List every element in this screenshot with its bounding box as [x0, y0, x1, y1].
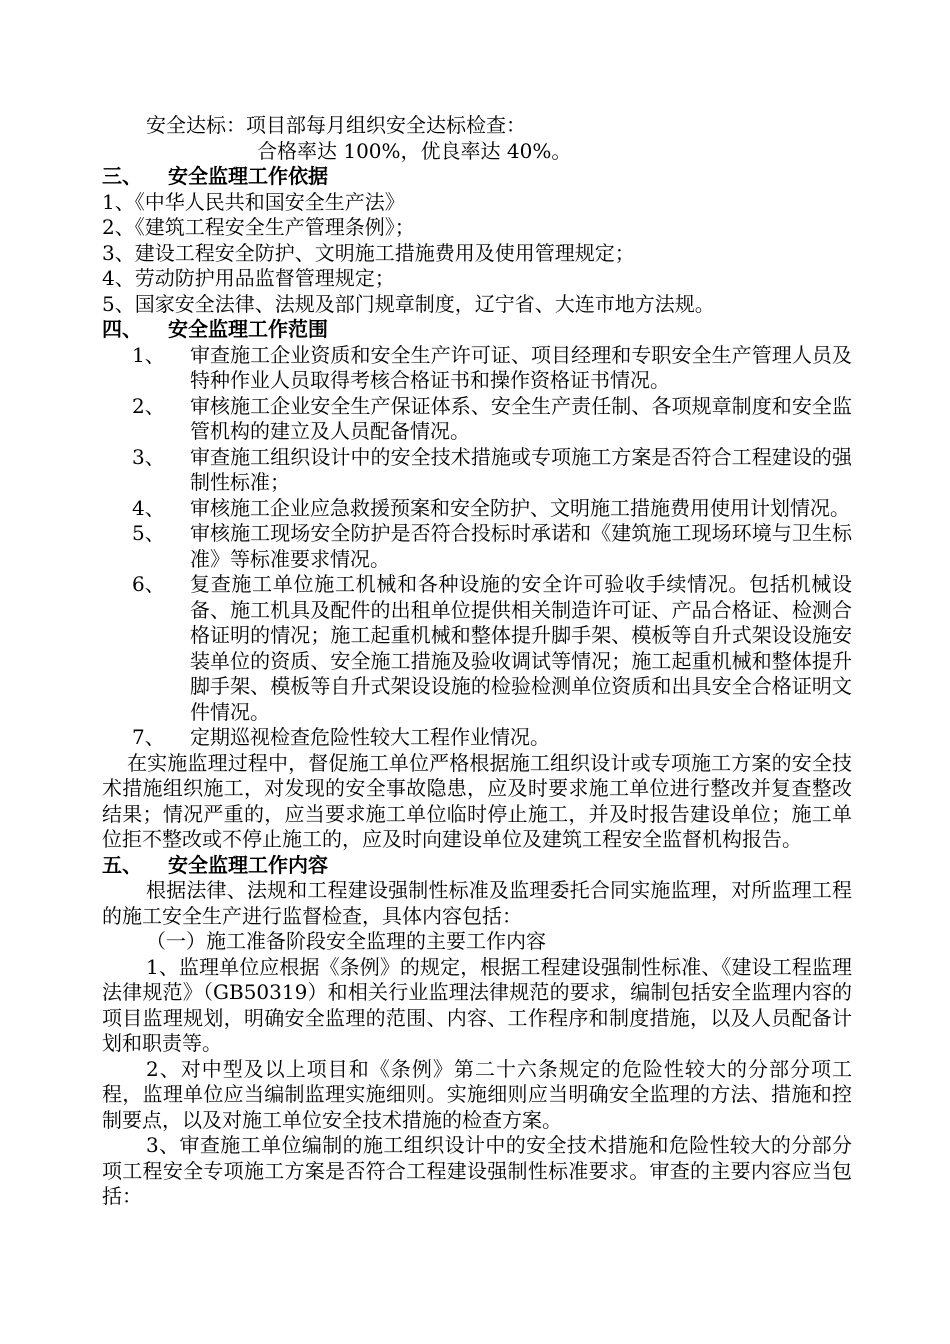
list-number: 6、 — [132, 572, 165, 596]
section-4-item — [102, 445, 852, 496]
section-3-item: 1、《中华人民共和国安全生产法》 — [102, 189, 405, 214]
section-5-paragraph: 2、对中型及以上项目和《条例》第二十六条规定的危险性较大的分部分项工程，监理单位应当编制监理实施细则。实施细则应当明确安全监理的方法、措施和控制要点，以及对施工单位安全技术措施的检查方案。 — [102, 1056, 852, 1132]
section-5-number: 五、 — [102, 852, 142, 877]
section-5-heading — [102, 853, 852, 879]
section-4-item — [102, 572, 852, 725]
list-text: 审核施工企业安全生产保证体系、安全生产责任制、各项规章制度和安全监管机构的建立及人员配备情况。 — [190, 393, 852, 443]
list-number: 5、 — [132, 521, 165, 545]
list-text: 审查施工企业资质和安全生产许可证、项目经理和专职安全生产管理人员及特种作业人员取得考核合格证书和操作资格证书情况。 — [190, 342, 852, 392]
section-4-number: 四、 — [102, 317, 142, 341]
section-3-item: 3、建设工程安全防护、文明施工措施费用及使用管理规定； — [102, 240, 635, 265]
section-4-paragraph: 在实施监理过程中，督促施工单位严格根据施工组织设计或专项施工方案的安全技术措施组织施工，对发现的安全事故隐患，应及时要求施工单位进行整改并复查整改结果；情况严重的，应当要求施工单位临时停止施工，并及时报告建设单位；施工单位拒不整改或不停止施工的，应及时向建设单位及建筑工程安全监督机构报告。 — [102, 750, 852, 851]
section-4-item — [102, 521, 852, 572]
list-number: 3、 — [132, 444, 165, 469]
list-number: 4、 — [132, 495, 165, 520]
section-3-heading — [102, 164, 852, 190]
section-4-item — [102, 343, 852, 394]
list-text: 审查施工组织设计中的安全技术措施或专项施工方案是否符合工程建设的强制性标准； — [190, 444, 852, 494]
section-4-heading — [102, 317, 852, 343]
list-number: 2、 — [132, 393, 165, 418]
section-3-item: 5、国家安全法律、法规及部门规章制度，辽宁省、大连市地方法规。 — [102, 291, 715, 316]
list-number: 7、 — [132, 725, 165, 749]
section-3-item: 2、《建筑工程安全生产管理条例》； — [102, 215, 415, 239]
intro-line-2: 合格率达 100%，优良率达 40%。 — [257, 138, 572, 163]
section-4-item — [102, 496, 852, 522]
section-5-intro: 根据法律、法规和工程建设强制性标准及监理委托合同实施监理，对所监理工程的施工安全生产进行监督检查，具体内容包括： — [102, 878, 852, 928]
section-4-item — [102, 725, 852, 751]
list-text: 审核施工现场安全防护是否符合投标时承诺和《建筑施工现场环境与卫生标准》等标准要求情况。 — [190, 521, 852, 571]
section-5-title: 安全监理工作内容 — [168, 852, 328, 877]
list-text: 审核施工企业应急救援预案和安全防护、文明施工措施费用使用计划情况。 — [190, 495, 850, 520]
section-5-paragraph: 3、审查施工单位编制的施工组织设计中的安全技术措施和危险性较大的分部分项工程安全专项施工方案是否符合工程建设强制性标准要求。审查的主要内容应当包括： — [102, 1133, 852, 1208]
section-3-number: 三、 — [102, 164, 142, 188]
section-3-title: 安全监理工作依据 — [168, 164, 328, 188]
section-5-paragraph: 1、监理单位应根据《条例》的规定，根据工程建设强制性标准、《建设工程监理法律规范》（GB50319）和相关行业监理法律规范的要求，编制包括安全监理内容的项目监理规划，明确安全监理的范围、内容、工作程序和制度措施，以及人员配备计划和职责等。 — [102, 954, 852, 1055]
list-text: 定期巡视检查危险性较大工程作业情况。 — [190, 725, 550, 749]
list-text: 复查施工单位施工机械和各种设施的安全许可验收手续情况。包括机械设备、施工机具及配件的出租单位提供相关制造许可证、产品合格证、检测合格证明的情况；施工起重机械和整体提升脚手架、模板等自升式架设设施安装单位的资质、安全施工措施及验收调试等情况；施工起重机械和整体提升脚手架、模板等自升式架设设施的检验检测单位资质和出具安全合格证明文件情况。 — [190, 572, 852, 724]
list-number: 1、 — [132, 342, 165, 367]
section-5-subheading: （一）施工准备阶段安全监理的主要工作内容 — [146, 929, 546, 953]
intro-line-1: 安全达标：项目部每月组织安全达标检查： — [146, 113, 526, 137]
section-3-item: 4、劳动防护用品监督管理规定； — [102, 266, 395, 290]
section-4-title: 安全监理工作范围 — [168, 317, 328, 341]
section-4-item — [102, 394, 852, 445]
document-body — [102, 113, 852, 1210]
